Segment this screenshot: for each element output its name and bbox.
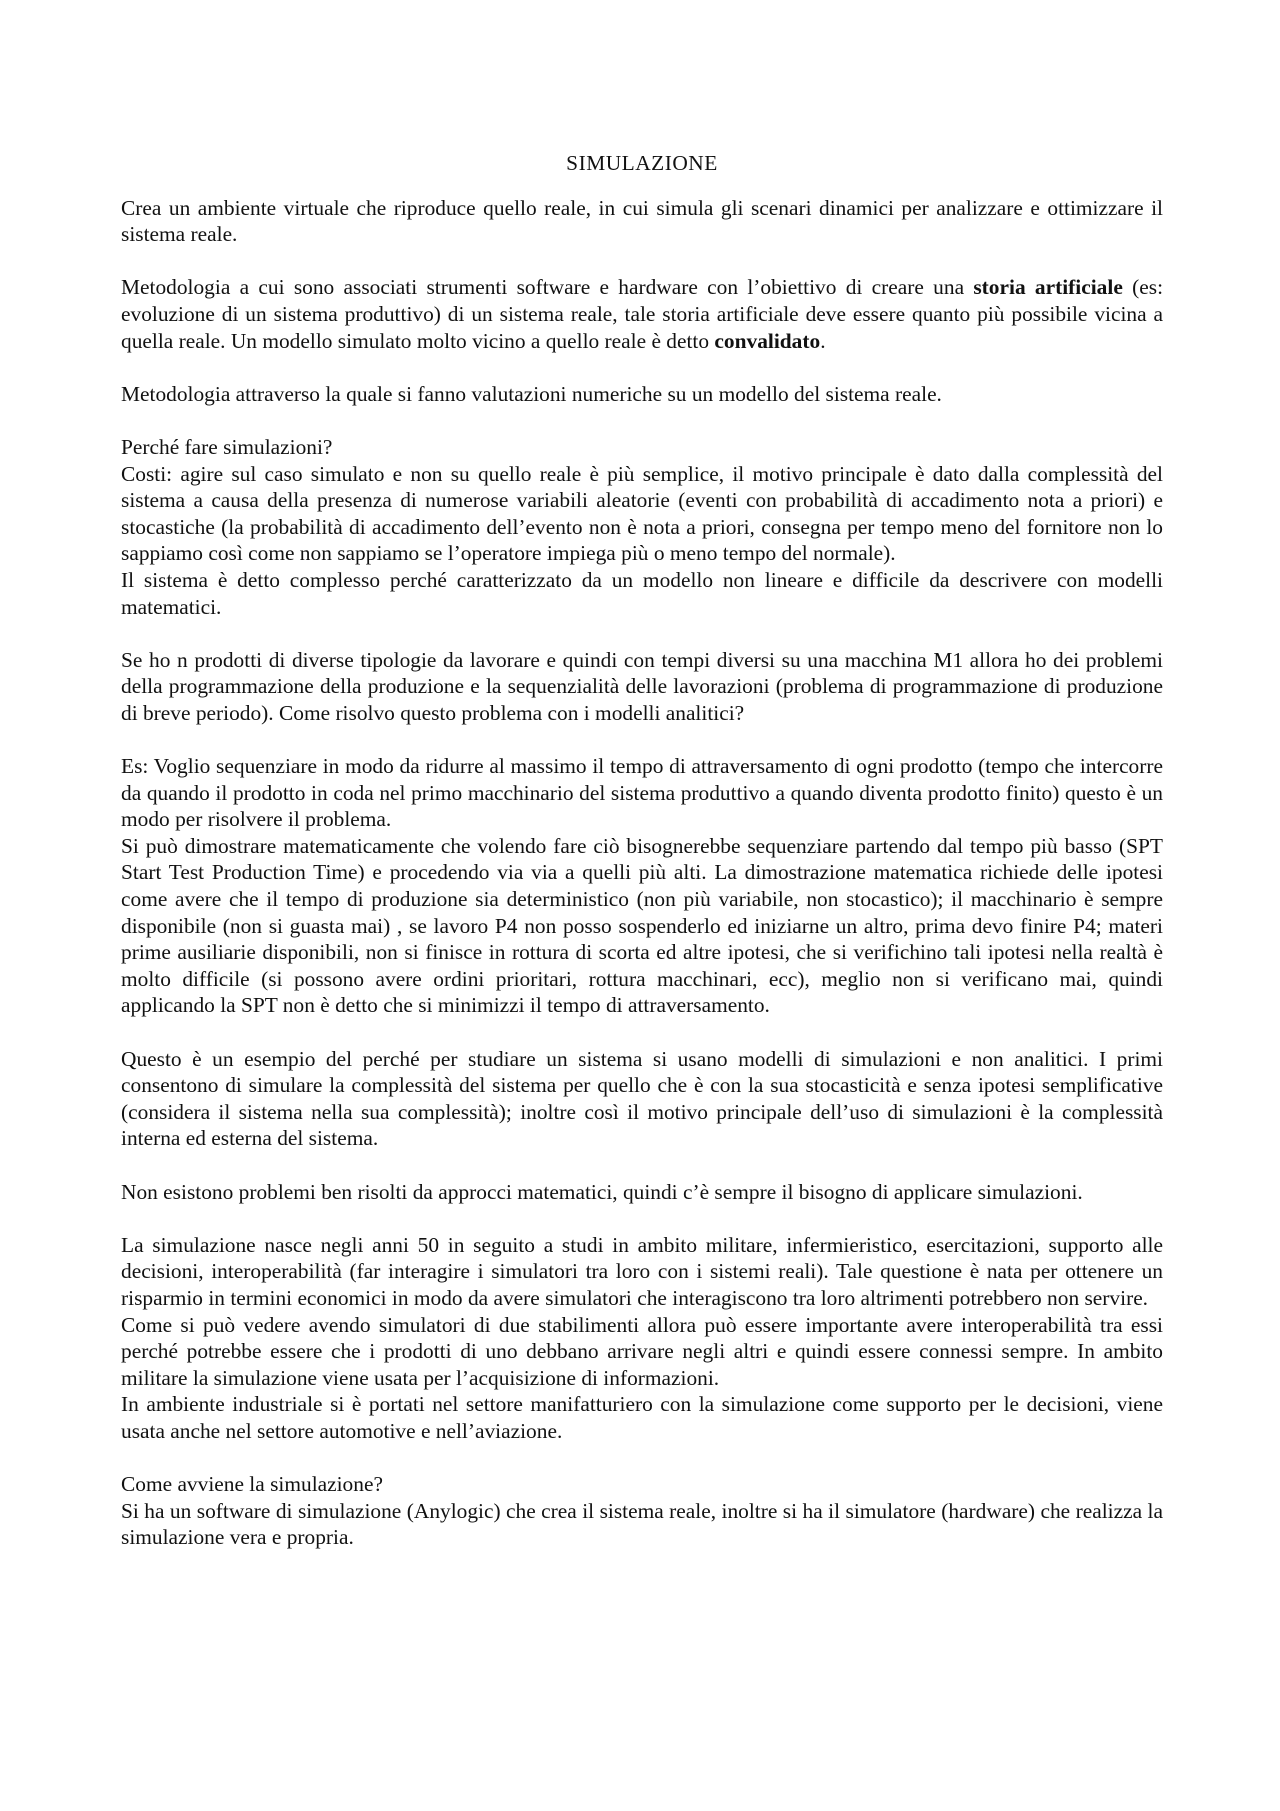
- paragraph-industrial: In ambiente industriale si è portati nel settore manifatturiero con la simulazione come supporto per le decisioni, viene usata anche nel settore automotive e nell’aviazione.: [121, 1392, 1163, 1443]
- paragraph-costs: Costi: agire sul caso simulato e non su quello reale è più semplice, il motivo principale è dato dalla complessità del sistema a causa della presenza di numerose variabili aleatorie (eventi con probabilità di accadimento nota a priori) e stocastiche (la probabilità di accadimento dell’evento non è nota a priori, consegna per tempo meno del fornitore non lo sappiamo così come non sappiamo se l’operatore impiega più o meno tempo del normale).: [121, 461, 1163, 566]
- paragraph-spt: Si può dimostrare matematicamente che volendo fare ciò bisognerebbe sequenziare partendo dal tempo più basso (SPT Start Test Production Time) e procedendo via via a quelli più alti. La dimostrazione matematica richiede delle ipotesi come avere che il tempo di produzione sia deterministico (non più variabile, non stocastico); il macchinario è sempre disponibile (non si guasta mai) , se lavoro P4 non posso sospenderlo ed iniziarne un altro, prima devo finire P4; materi prime ausiliarie disponibili, non si finisce in rottura di scorta ed altre ipotesi, che si verifichino tali ipotesi nella realtà è molto difficile (si possono avere ordini prioritari, rottura macchinari, ecc), meglio non si verificano mai, quindi applicando la SPT non è detto che si minimizzi il tempo di attraversamento.: [121, 833, 1163, 1018]
- text-run: .: [820, 328, 826, 353]
- question-why-simulate: Perché fare simulazioni?: [121, 434, 333, 459]
- paragraph-methodology: [121, 274, 1163, 354]
- paragraph-anylogic: Si ha un software di simulazione (Anylogic) che crea il sistema reale, inoltre si ha il simulatore (hardware) che realizza la simulazione vera e propria.: [121, 1498, 1163, 1550]
- paragraph-production-scheduling: Se ho n prodotti di diverse tipologie da lavorare e quindi con tempi diversi su una macchina M1 allora ho dei problemi della programmazione della produzione e la sequenzialità delle lavorazioni (problema di programmazione di produzione di breve periodo). Come risolvo questo problema con i modelli analitici?: [121, 647, 1163, 725]
- question-how-simulation-works: Come avviene la simulazione?: [121, 1472, 383, 1497]
- text-run: Metodologia a cui sono associati strumenti software e hardware con l’obiettivo di creare una: [121, 275, 974, 300]
- paragraph-simulation-vs-analytic: Questo è un esempio del perché per studiare un sistema si usano modelli di simulazioni e non analitici. I primi consentono di simulare la complessità del sistema per quello che è con la sua stocasticità e senza ipotesi semplificative (considera il sistema nella sua complessità); inoltre così il motivo principale dell’uso di simulazioni è la complessità interna ed esterna del sistema.: [121, 1046, 1163, 1151]
- bold-term-convalidato: convalidato: [714, 328, 821, 353]
- paragraph-numerical-evaluation: Metodologia attraverso la quale si fanno valutazioni numeriche su un modello del sistema reale.: [121, 381, 942, 406]
- document-body: [121, 150, 1163, 1551]
- paragraph-history: La simulazione nasce negli anni 50 in seguito a studi in ambito militare, infermieristico, esercitazioni, supporto alle decisioni, interoperabilità (far interagire i simulatori tra loro con i sistemi reali). Tale questione è nata per ottenere un risparmio in termini economici in modo da avere simulatori che interagiscono tra loro altrimenti potrebbero non servire.: [121, 1232, 1163, 1310]
- text-run: (es: evoluzione di un sistema produttivo) di un sistema reale, tale storia artificiale deve essere quanto più possibile vicina a quella reale. Un modello simulato molto vicino a quello reale è detto: [121, 275, 1164, 353]
- paragraph-intro: Crea un ambiente virtuale che riproduce quello reale, in cui simula gli scenari dinamici per analizzare e ottimizzare il sistema reale.: [121, 195, 1163, 247]
- paragraph-no-solved-problems: Non esistono problemi ben risolti da approcci matematici, quindi c’è sempre il bisogno di applicare simulazioni.: [121, 1179, 1083, 1204]
- page-title: SIMULAZIONE: [566, 151, 718, 175]
- paragraph-interoperability: Come si può vedere avendo simulatori di due stabilimenti allora può essere importante avere interoperabilità tra essi perché potrebbe essere che i prodotti di uno debbano arrivare negli altri e quindi essere connessi sempre. In ambito militare la simulazione viene usata per l’acquisizione di informazioni.: [121, 1312, 1163, 1390]
- paragraph-example: Es: Voglio sequenziare in modo da ridurre al massimo il tempo di attraversamento di ogni prodotto (tempo che intercorre da quando il prodotto in coda nel primo macchinario del sistema produttivo a quando diventa prodotto finito) questo è un modo per risolvere il problema.: [121, 754, 1163, 832]
- paragraph-complex-system: Il sistema è detto complesso perché caratterizzato da un modello non lineare e difficile da descrivere con modelli matematici.: [121, 567, 1163, 619]
- bold-term-storia-artificiale: storia artificiale: [973, 275, 1123, 300]
